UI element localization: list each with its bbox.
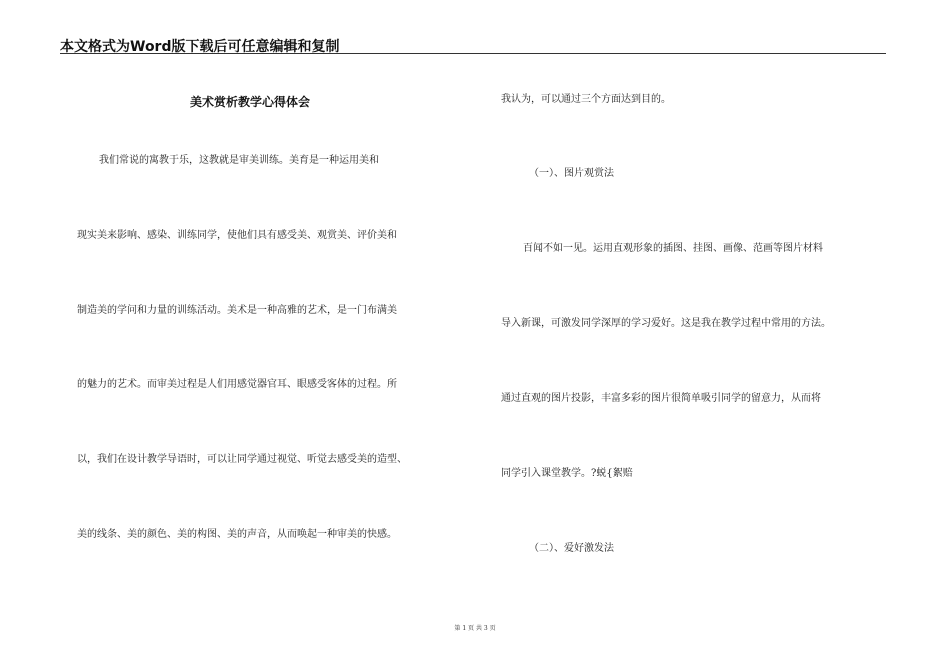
paragraph-line: 以，我们在设计教学导语时，可以让同学通过视觉、听觉去感受美的造型、: [77, 454, 407, 465]
paragraph-line: 我认为，可以通过三个方面达到目的。: [501, 94, 671, 105]
paragraph-line: 现实美来影响、感染、训练同学，使他们具有感受美、观赏美、评价美和: [77, 230, 397, 241]
paragraph-line: 我们常说的寓教于乐，这教就是审美训练。美育是一种运用美和: [99, 155, 379, 166]
document-title: 美术赏析教学心得体会: [190, 95, 311, 109]
paragraph-line: 制造美的学问和力量的训练活动。美术是一种高雅的艺术，是一门布满美: [77, 305, 397, 316]
section-heading: （一）、图片观赏法: [529, 168, 614, 179]
paragraph-line: 同学引入课堂教学。?蜕{絮赔: [501, 468, 633, 479]
paragraph-line: 通过直观的图片投影，丰富多彩的图片很简单吸引同学的留意力，从而将: [501, 393, 821, 404]
paragraph-line: 百闻不如一见。运用直观形象的插图、挂图、画像、范画等图片材料: [523, 243, 823, 254]
page-number: 第 1 页 共 3 页: [454, 625, 496, 632]
section-heading: （二）、爱好激发法: [529, 543, 614, 554]
document-header-title: 本文格式为Word版下载后可任意编辑和复制: [60, 39, 340, 55]
paragraph-line: 导入新课，可激发同学深厚的学习爱好。这是我在教学过程中常用的方法。: [501, 318, 831, 329]
paragraph-line: 的魅力的艺术。而审美过程是人们用感觉器官耳、眼感受客体的过程。所: [77, 379, 397, 390]
header-divider: [60, 53, 886, 54]
paragraph-line: 美的线条、美的颜色、美的构图、美的声音，从而唤起一种审美的快感。: [77, 529, 397, 540]
